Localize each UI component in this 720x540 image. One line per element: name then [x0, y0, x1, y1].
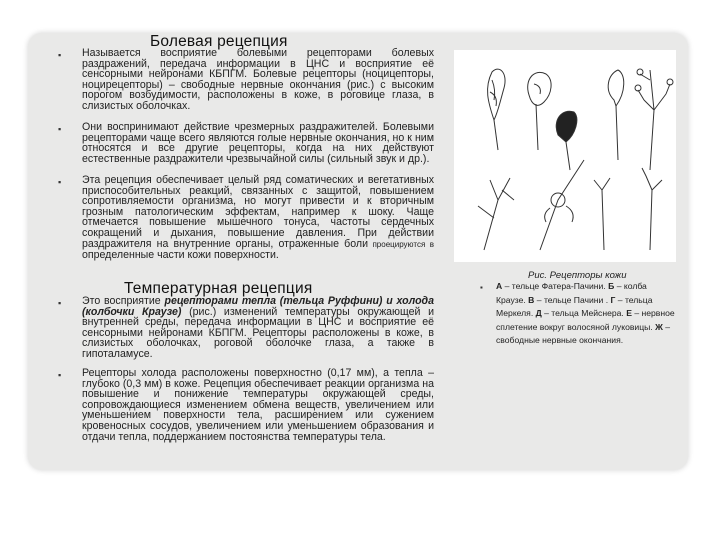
temperature-paragraph-1-bold: рецепторами тепла (тельца Руффини) и холода (колбочки Краузе): [82, 295, 434, 318]
legend-text-e: – нервное сплетение вокруг волосяной луковицы.: [496, 308, 675, 332]
legend-key-zh: Ж: [655, 321, 663, 332]
legend-key-b: Б: [608, 281, 615, 291]
temperature-paragraph-2: Рецепторы холода расположены поверхностно (0,17 мм), а тепла – глубоко (0,3 мм) в коже. Рецепция обеспечивает реакции организма на повышение и понижение температуры окружающей среды, сопровождающиеся изменением обмена веществ, увеличением или уменьшением поверхности тела, расширением или сужением кровеносных сосудов, увеличением или уменьшением образования и отдачи тепла, поддержанием постоянства температуры тела.: [82, 367, 434, 443]
figure-legend: [496, 280, 676, 348]
figure-caption: Рис. Рецепторы кожи: [528, 270, 627, 281]
legend-key-a: А: [496, 281, 503, 291]
temperature-heading: Температурная рецепция: [124, 280, 313, 297]
legend-text-g: – тельца Меркеля.: [496, 294, 653, 318]
legend-text-b: – колба Краузе.: [496, 281, 647, 305]
bullet-icon: ▪: [58, 370, 62, 380]
legend-key-g: Г: [610, 294, 616, 305]
receptors-illustration: [454, 50, 676, 262]
temperature-paragraph-1-end: (рис.) изменений температуры окружающей и внутренней среды, передача информации в ЦНС и восприятие её сенсорными нейронами КБПГМ. Рецепторы расположены в коже, в слизистых оболочках, роговой оболочке глаза, а также в гипоталамусе.: [82, 305, 434, 360]
bullet-icon: ▪: [480, 283, 483, 292]
bullet-icon: ▪: [58, 298, 62, 308]
legend-text-d: – тельца Мейснера.: [541, 308, 627, 318]
temperature-paragraph-1-start: Это восприятие: [82, 295, 165, 307]
pain-paragraph-3-end: определенные части кожи поверхности.: [82, 249, 279, 262]
bullet-icon: ▪: [58, 124, 62, 134]
bullet-icon: ▪: [58, 50, 62, 60]
pain-paragraph-3-text: Эта рецепция обеспечивает целый ряд соматических и вегетативных приспособительных реакций, связанных с защитой, повышением сопротивляемости организма, но могут привести и к вторичным грозным патологическим эффектам, например к шоку. Чаще отмечается повышение мышечного тонуса, частоты сердечных сокращений и дыхания, повышение давления. При действии раздражителя на внутренние органы, отраженные боли: [82, 174, 434, 250]
legend-text-v: – тельце Пачини .: [534, 294, 611, 305]
temperature-paragraph-1: [82, 296, 434, 360]
legend-text-a: – тельце Фатера-Пачини.: [502, 281, 609, 291]
legend-key-d: Д: [535, 308, 542, 318]
pain-paragraph-3-small: проецируются в: [368, 239, 434, 249]
bullet-icon: ▪: [58, 177, 62, 187]
legend-key-v: В: [528, 294, 535, 305]
pain-paragraph-1: Называется восприятие болевыми рецепторами болевых раздражений, передача информации в ЦНС и восприятие её сенсорными нейронами КБПГМ. Болевые рецепторы (ноцицепторы, ноцирецепторы) – свободные нервные окончания (рис.) с высоким порогом возбудимости, расположены в коже, в роговице глаза, в слизистых оболочках.: [82, 47, 434, 112]
pain-heading: Болевая рецепция: [150, 33, 288, 50]
skin-receptors-figure: [454, 50, 676, 262]
legend-key-e: Е: [626, 308, 632, 318]
pain-paragraph-2: Они воспринимают действие чрезмерных раздражителей. Болевыми рецепторами чаще всего являются голые нервные окончания, но к ним относятся и все другие рецепторы, когда на них действуют естественные раздражители чрезвычайной силы (сильный звук и др.).: [82, 121, 434, 165]
pain-paragraph-3: [82, 175, 434, 261]
legend-text-zh: – свободные нервные окончания.: [496, 321, 671, 345]
